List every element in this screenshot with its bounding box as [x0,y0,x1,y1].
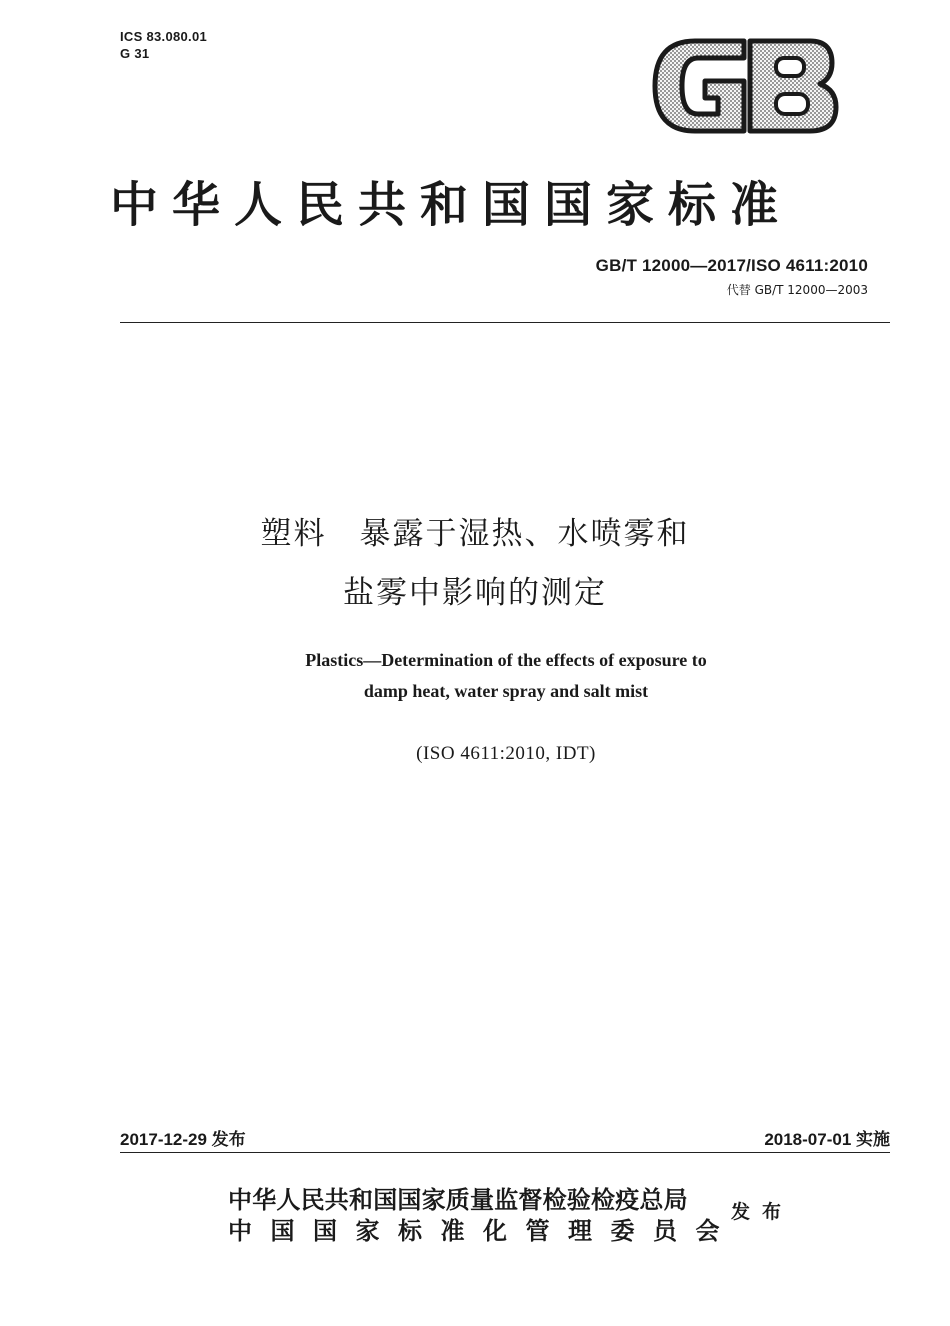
issuer-aqsiq: 中华人民共和国国家质量监督检验检疫总局 [228,1186,688,1214]
gb-logo [650,36,840,136]
english-title-line-2: damp heat, water spray and salt mist [363,681,649,701]
ccs-number: G 31 [120,46,150,61]
replaces-standard: 代替 GB/T 12000—2003 [726,283,868,297]
ics-block [120,28,207,62]
issue-date: 2017-12-29 发布 [120,1130,246,1149]
chinese-title-line-1: 塑料 暴露于湿热、水喷雾和 [260,516,690,552]
ics-number: ICS 83.080.01 [120,29,208,44]
issuer-sac: 中国国家标准化管理委员会 [228,1217,738,1245]
top-divider [120,322,890,323]
implementation-date: 2018-07-01 实施 [764,1130,890,1149]
chinese-title-line-2: 盐雾中影响的测定 [343,575,607,611]
standard-code: GB/T 12000—2017/ISO 4611:2010 [595,256,868,275]
english-title-line-1: Plastics—Determination of the effects of exposure to [305,650,707,670]
issue-action: 发布 [731,1201,794,1223]
national-standard-title: 中华人民共和国国家标准 [110,177,793,233]
bottom-divider [120,1152,890,1153]
iso-equivalence: (ISO 4611:2010, IDT) [416,743,596,764]
